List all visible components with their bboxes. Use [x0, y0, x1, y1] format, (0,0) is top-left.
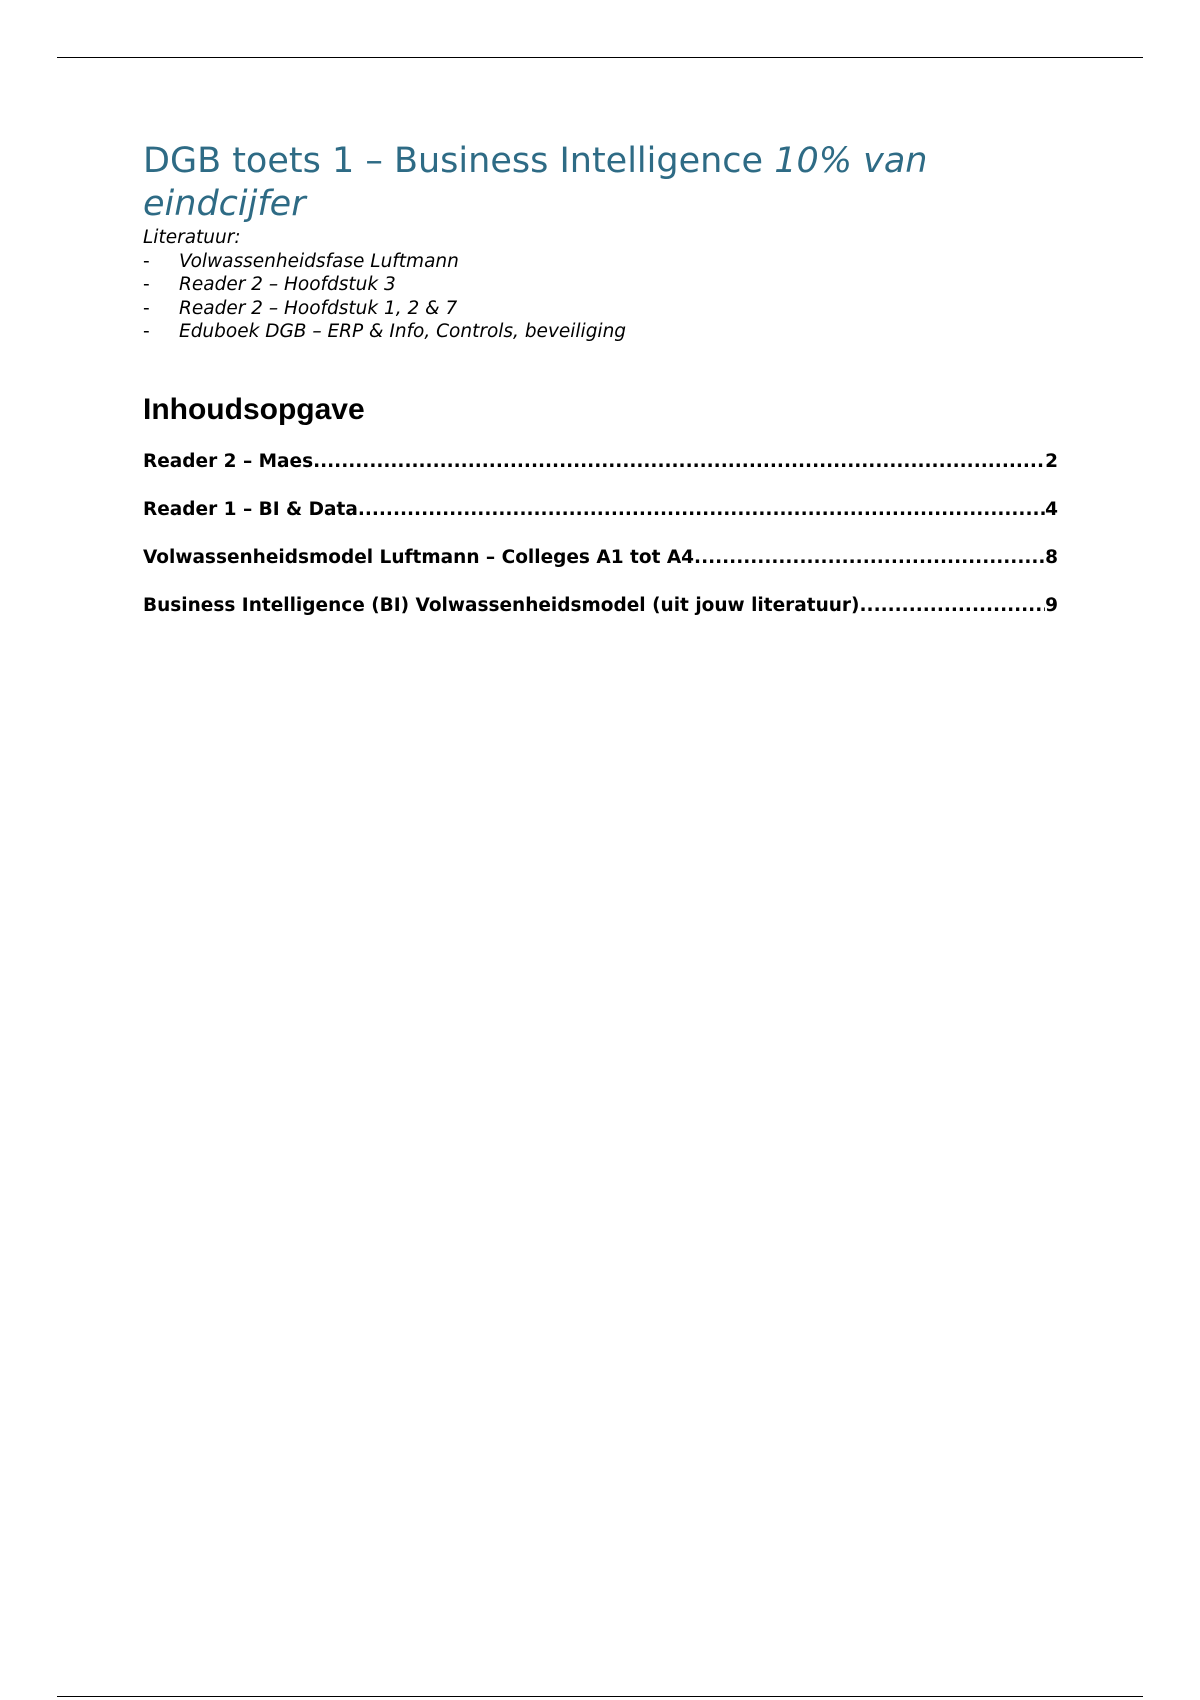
literature-item	[143, 273, 1058, 297]
toc-heading: Inhoudsopgave	[143, 392, 365, 426]
literature-item-text: Reader 2 – Hoofdstuk 3	[179, 274, 396, 295]
toc-entry-label: Volwassenheidsmodel Luftmann – Colleges A1 tot A4	[143, 546, 695, 568]
literature-label: Literatuur:	[143, 227, 241, 248]
title-main: DGB toets 1 – Business Intelligence	[143, 141, 775, 181]
toc-dot-leader	[358, 498, 1045, 522]
toc-page-number: 9	[1045, 594, 1058, 616]
toc-entry-label: Reader 1 – BI & Data	[143, 498, 358, 520]
header-rule	[57, 57, 1143, 58]
toc-entry-label: Business Intelligence (BI) Volwassenheidsmodel (uit jouw literatuur)	[143, 594, 860, 616]
list-marker: -	[143, 321, 150, 342]
list-marker: -	[143, 274, 150, 295]
toc-entry-luftmann[interactable]	[143, 546, 1058, 594]
toc-page-number: 8	[1045, 546, 1058, 568]
toc-dot-leader	[313, 450, 1045, 474]
literature-list	[143, 250, 1058, 344]
literature-item-text: Eduboek DGB – ERP & Info, Controls, beveiliging	[179, 321, 627, 342]
literature-item-text: Volwassenheidsfase Luftmann	[179, 250, 459, 272]
literature-item-text: Reader 2 – Hoofdstuk 1, 2 & 7	[179, 297, 458, 319]
footer-rule	[57, 1696, 1143, 1697]
document-title	[143, 140, 1058, 226]
toc-page-number: 4	[1045, 498, 1058, 520]
toc-entry-reader-2-maes[interactable]	[143, 450, 1058, 498]
toc-entry-reader-1-bi-data[interactable]	[143, 498, 1058, 546]
literature-item	[143, 320, 1058, 344]
toc-page-number: 2	[1045, 450, 1058, 472]
toc-dot-leader	[694, 546, 1045, 570]
toc-entry-bi-volwassenheidsmodel[interactable]	[143, 594, 1058, 642]
toc-entry-label: Reader 2 – Maes	[143, 450, 314, 472]
toc-dot-leader	[860, 594, 1046, 618]
title-italic-part: 10% van eindcijfer	[143, 141, 928, 224]
list-marker: -	[143, 250, 150, 272]
literature-item	[143, 250, 1058, 274]
page-content	[143, 140, 1058, 642]
table-of-contents	[143, 450, 1058, 642]
list-marker: -	[143, 297, 150, 319]
literature-item	[143, 297, 1058, 321]
